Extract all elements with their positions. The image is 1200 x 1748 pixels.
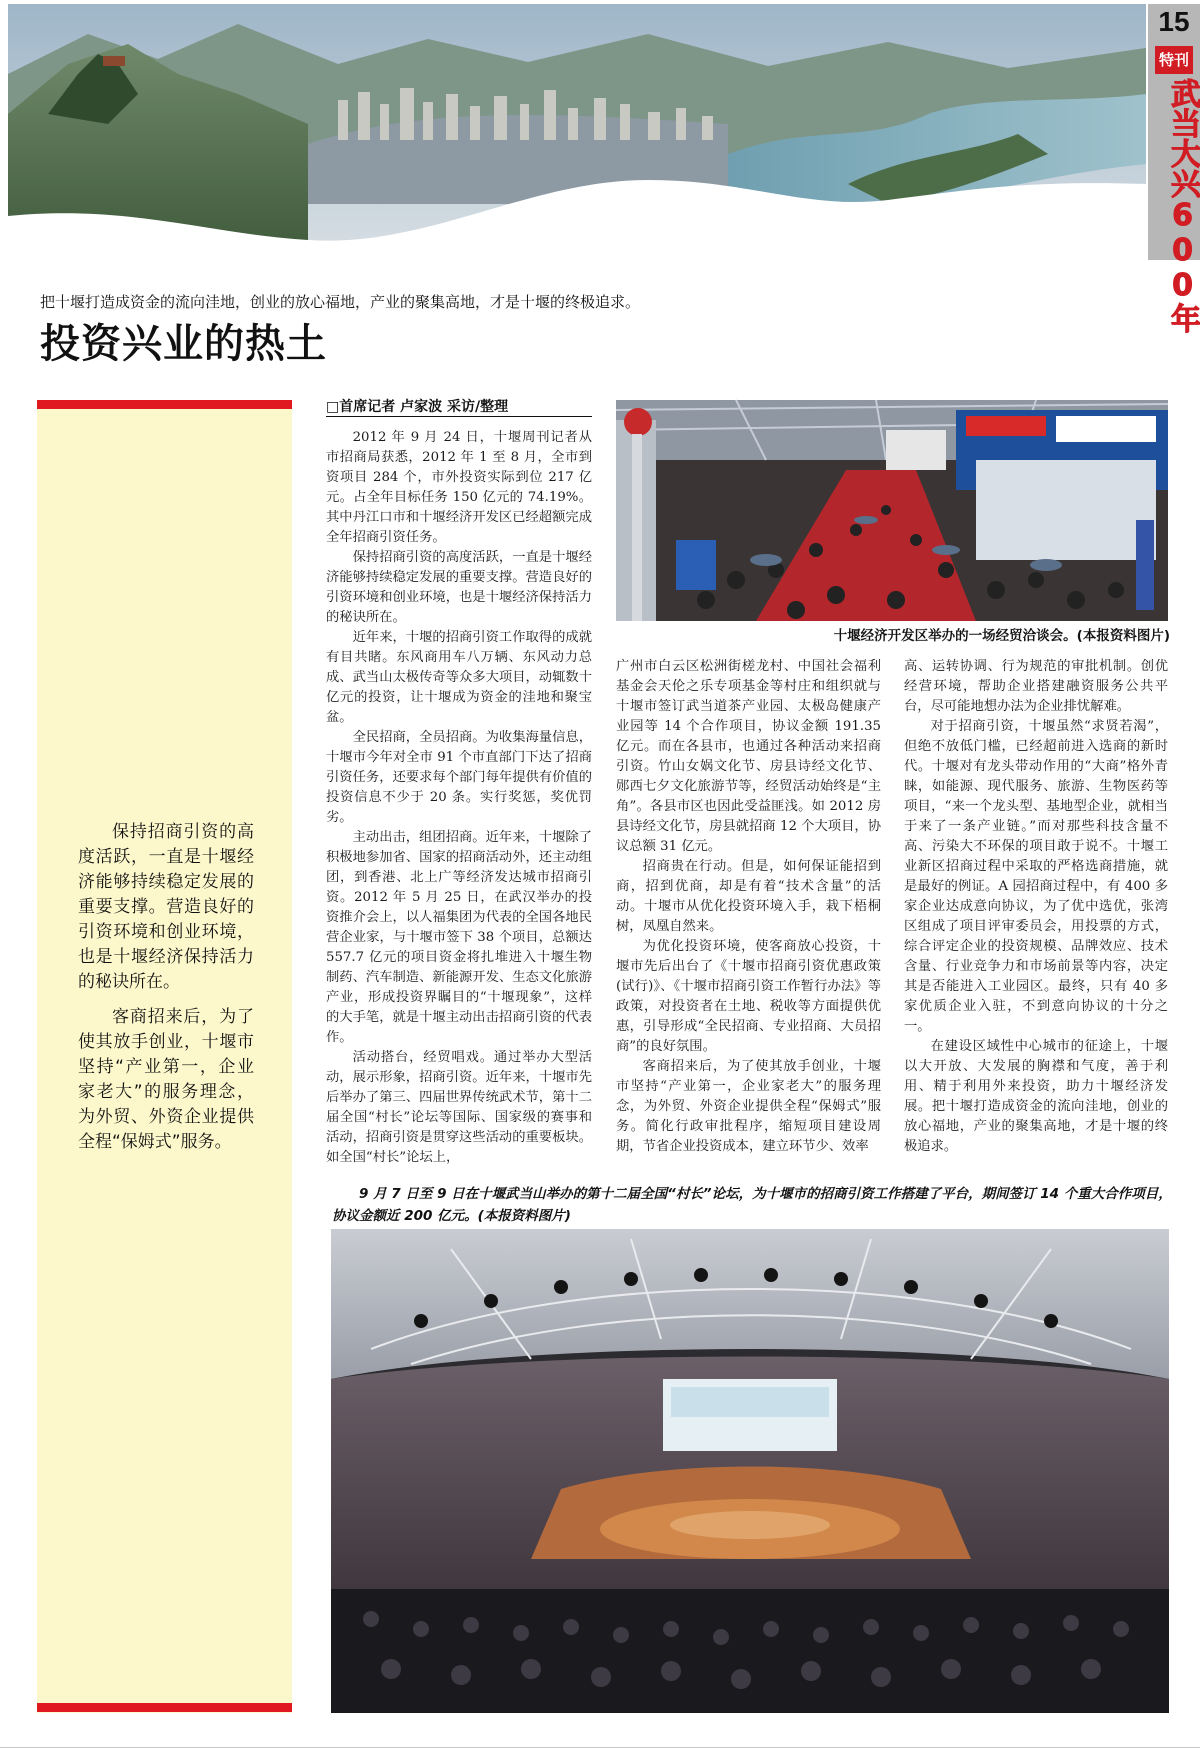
expo-photo-caption: 十堰经济开发区举办的一场经贸洽谈会。(本报资料图片) [833,628,1170,644]
article-paragraph: 在建设区域性中心城市的征途上，十堰以大开放、大发展的胸襟和气度，善于利用、精于利用外来投资，助力十堰经济发展。把十堰打造成资金的流向洼地，创业的放心福地，产业的聚集高地，才是十堰的终极追求。 [904,1039,1168,1154]
article-paragraph: 保持招商引资的高度活跃，一直是十堰经济能够持续稳定发展的重要支撑。营造良好的引资环境和创业环境，也是十堰经济保持活力的秘诀所在。 [326,550,592,625]
article-paragraph: 主动出击，组团招商。近年来，十堰除了积极地参加省、国家的招商活动外，还主动组团，到香港、北上广等经济发达城市招商引资。2012 年 5 月 25 日，在武汉举办的投资推介会上，以人福集团为代表的全国各地民营企业家，与十堰市签下 38 个项目，总额达 557.7 亿元的项目资金将扎堆进入十堰生物制药、汽车制造、新能源开发、生态文化旅游产业，形成投资界瞩目的“十堰现象”，这样的大手笔，就是十堰主动出击招商引资的代表作。 [326,830,592,1045]
article-headline: 投资兴业的热土 [40,320,327,367]
article-paragraph: 活动搭台，经贸唱戏。通过举办大型活动，展示形象，招商引资。近年来，十堰市先后举办了第三、四届世界传统武术节，第十二届全国“村长”论坛等国际、国家级的赛事和活动，招商引资是贯穿这些活动的重要板块。如全国“村长”论坛上， [326,1050,592,1165]
article-subhead: 把十堰打造成资金的流向洼地，创业的放心福地，产业的聚集高地，才是十堰的终极追求。 [40,293,641,311]
article-paragraph: 近年来，十堰的招商引资工作取得的成就有目共睹。东风商用车八万辆、东风动力总成、武当山太极传奇等众多大项目，动辄数十亿元的投资，让十堰成为资金的洼地和聚宝盆。 [326,630,592,725]
article-paragraph: 广州市白云区松洲街槎龙村、中国社会福利基金会天伦之乐专项基金等村庄和组织就与十堰市签订武当道茶产业园、太极岛健康产业园等 14 个合作项目，协议金额 191.35 亿元。而在各县市，也通过各种活动来招商引资。竹山女娲文化节、房县诗经文化节、郧西七夕文化旅游节等，经贸活动始终是“主角”。各县市区也因此受益匪浅。如 2012 房县诗经文化节，房县就招商 12 个大项目，协议总额 31 亿元。 [616,659,881,854]
article-paragraph: 2012 年 9 月 24 日，十堰周刊记者从市招商局获悉，2012 年 1 至 8 月，全市到资项目 284 个，市外投资实际到位 217 亿元。占全年目标任务 150 亿元的 74.19%。其中丹江口市和十堰经济开发区已经超额完成全年招商引资任务。 [326,430,592,545]
byline-rule [326,416,592,417]
article-paragraph: 招商贵在行动。但是，如何保证能招到商，招到优商，却是有着“技术含量”的活动。十堰市从优化投资环境入手，栽下梧桐树，凤凰自然来。 [616,859,881,934]
special-edition-tag: 特刊 [1155,46,1193,74]
forum-photo-caption: 9 月 7 日至 9 日在十堰武当山举办的第十二届全国“村长”论坛，为十堰市的招商引资工作搭建了平台，期间签订 14 个重大合作项目，协议金额近 200 亿元。(本报资料图片) [332,1186,1172,1224]
pull-quote-paragraph: 保持招商引资的高度活跃，一直是十堰经济能够持续稳定发展的重要支撑。营造良好的引资环境和创业环境，也是十堰经济保持活力的秘诀所在。 [78,822,254,992]
article-paragraph: 高、运转协调、行为规范的审批机制。创优经营环境，帮助企业搭建融资服务公共平台，尽可能地想办法为企业排忧解难。 [904,659,1168,714]
article-paragraph: 对于招商引资，十堰虽然“求贤若渴”，但绝不放低门槛，已经超前进入选商的新时代。十堰对有龙头带动作用的“大商”格外青睐，如能源、现代服务、旅游、生物医药等项目，“来一个龙头型、基地型企业，就相当于来了一条产业链。”而对那些科技含量不高、污染大不环保的项目敢于说不。十堰工业新区招商过程中采取的严格选商措施，就是最好的例证。A 园招商过程中，有 400 多家企业达成意向协议，为了优中选优，张湾区组成了项目评审委员会，用投票的方式，综合评定企业的投资规模、品牌效应、技术含量、行业竞争力和市场前景等内容，决定其是否能进入工业园区。最终，只有 40 多家优质企业入驻，不到意向协议的十分之一。 [904,719,1168,1034]
article-paragraph: 客商招来后，为了使其放手创业，十堰市坚持“产业第一，企业家老大”的服务理念，为外贸、外资企业提供全程“保姆式”服务。简化行政审批程序，缩短项目建设周期，节省企业投资成本，建立环节少、效率 [616,1059,881,1154]
pull-quote-bottom-bar [37,1703,292,1712]
forum-arena-photo [331,1229,1169,1713]
expo-photo [616,400,1168,621]
series-title: 武当大兴600年 [1165,78,1200,333]
pull-quote-paragraph: 客商招来后，为了使其放手创业，十堰市坚持“产业第一，企业家老大”的服务理念，为外贸、外资企业提供全程“保姆式”服务。 [78,1007,254,1152]
article-byline: □首席记者 卢家波 采访/整理 [326,399,509,415]
pull-quote-top-bar [37,400,292,409]
banner-landscape-image [8,4,1146,258]
article-paragraph: 为优化投资环境，使客商放心投资，十堰市先后出台了《十堰市招商引资优惠政策(试行)》、《十堰市招商引资工作暂行办法》等政策，对投资者在土地、税收等方面提供优惠，引导形成“全民招商、专业招商、大员招商”的良好氛围。 [616,939,881,1054]
pull-quote-text [78,820,254,1165]
article-column-1 [326,428,592,1165]
article-column-2 [616,657,881,1154]
article-column-3 [904,657,1168,1154]
page-number: 15 [1158,6,1190,37]
article-paragraph: 全民招商，全员招商。为收集海量信息，十堰市今年对全市 91 个市直部门下达了招商引资任务，还要求每个部门每年提供有价值的投资信息不少于 20 条。实行奖惩，奖优罚劣。 [326,730,592,825]
